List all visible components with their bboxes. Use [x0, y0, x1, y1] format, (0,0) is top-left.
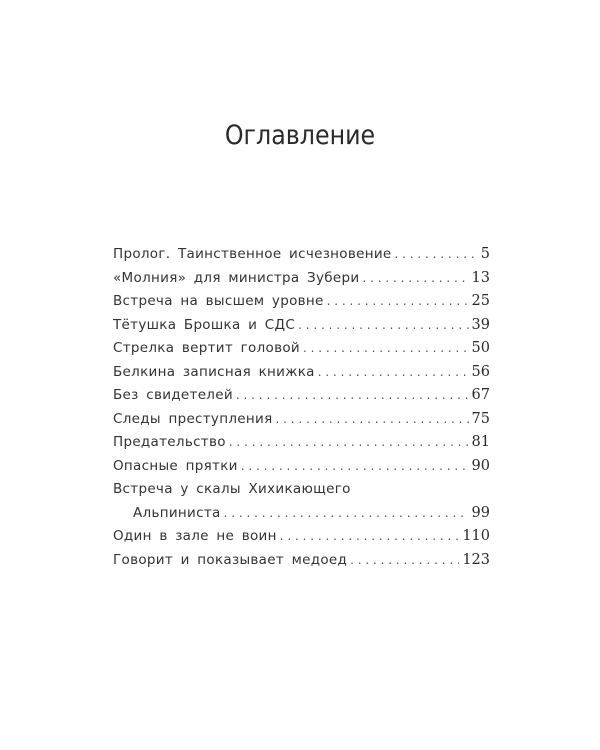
leader-dots: [327, 290, 469, 314]
toc-entry-line2[interactable]: [113, 502, 490, 526]
leader-dots: [280, 525, 460, 549]
toc-entry-title: Пролог. Таинственное исчезновение: [113, 246, 392, 262]
toc-entry-title: Один в зале не воин: [113, 528, 277, 544]
toc-entry-page: 56: [471, 363, 490, 380]
toc-entry-page: 5: [480, 246, 490, 262]
toc-entry-title: Говорит и показывает медоед: [113, 551, 348, 568]
leader-dots: [298, 314, 468, 338]
toc-entry-page: 67: [471, 387, 490, 403]
toc-entry-page: 123: [462, 551, 490, 568]
toc-entry-title: Белкина записная книжка: [113, 363, 315, 380]
toc-entry-title: Стрелка вертит головой: [113, 340, 300, 356]
leader-dots: [276, 408, 469, 432]
toc-entry-page: 75: [471, 410, 490, 427]
leader-dots: [236, 384, 469, 408]
toc-entry[interactable]: [113, 431, 490, 455]
leader-dots: [318, 361, 469, 385]
leader-dots: [241, 455, 469, 479]
toc-entry[interactable]: [113, 243, 490, 267]
leader-dots: [303, 337, 469, 361]
toc-entry-title: Без свидетелей: [113, 387, 233, 403]
toc-entry-page: 99: [471, 504, 490, 521]
toc-entry-title: «Молния» для министра Зубери: [113, 269, 360, 286]
toc-entry-title: Встреча на высшем уровне: [113, 293, 324, 309]
page-title: Оглавление: [224, 120, 376, 151]
toc-entry-title-line2: Альпиниста: [133, 504, 221, 521]
toc-entry[interactable]: [113, 337, 490, 361]
toc-entry-page: 25: [471, 293, 490, 309]
toc-entry[interactable]: [113, 361, 490, 385]
toc-entry-title: Тётушка Брошка и СДС: [113, 316, 296, 333]
toc-entry[interactable]: [113, 314, 490, 338]
leader-dots: [224, 502, 469, 526]
toc-entry[interactable]: [113, 525, 490, 549]
toc-entry-page: 81: [471, 434, 490, 450]
toc-entry-title: Предательство: [113, 434, 226, 450]
toc-entry[interactable]: [113, 290, 490, 314]
toc-entry[interactable]: [113, 408, 490, 432]
toc-entry-page: 13: [471, 269, 490, 286]
toc-entry-page: 90: [471, 457, 490, 474]
toc-entry-line1[interactable]: [113, 478, 490, 502]
toc-entry[interactable]: [113, 267, 490, 291]
toc-entry-page: 50: [471, 340, 490, 356]
toc-entry-title: Следы преступления: [113, 410, 273, 427]
toc-entry[interactable]: [113, 549, 490, 573]
leader-dots: [229, 431, 469, 455]
leader-dots: [362, 267, 468, 291]
toc-entry[interactable]: [113, 384, 490, 408]
table-of-contents: [113, 243, 490, 572]
toc-entry[interactable]: [113, 455, 490, 479]
leader-dots: [350, 549, 459, 573]
toc-entry-title-line1: Встреча у скалы Хихикающего: [113, 481, 351, 497]
toc-entry-page: 110: [462, 528, 490, 544]
toc-entry-title: Опасные прятки: [113, 457, 238, 474]
leader-dots: [395, 243, 478, 267]
toc-entry-page: 39: [471, 316, 490, 333]
